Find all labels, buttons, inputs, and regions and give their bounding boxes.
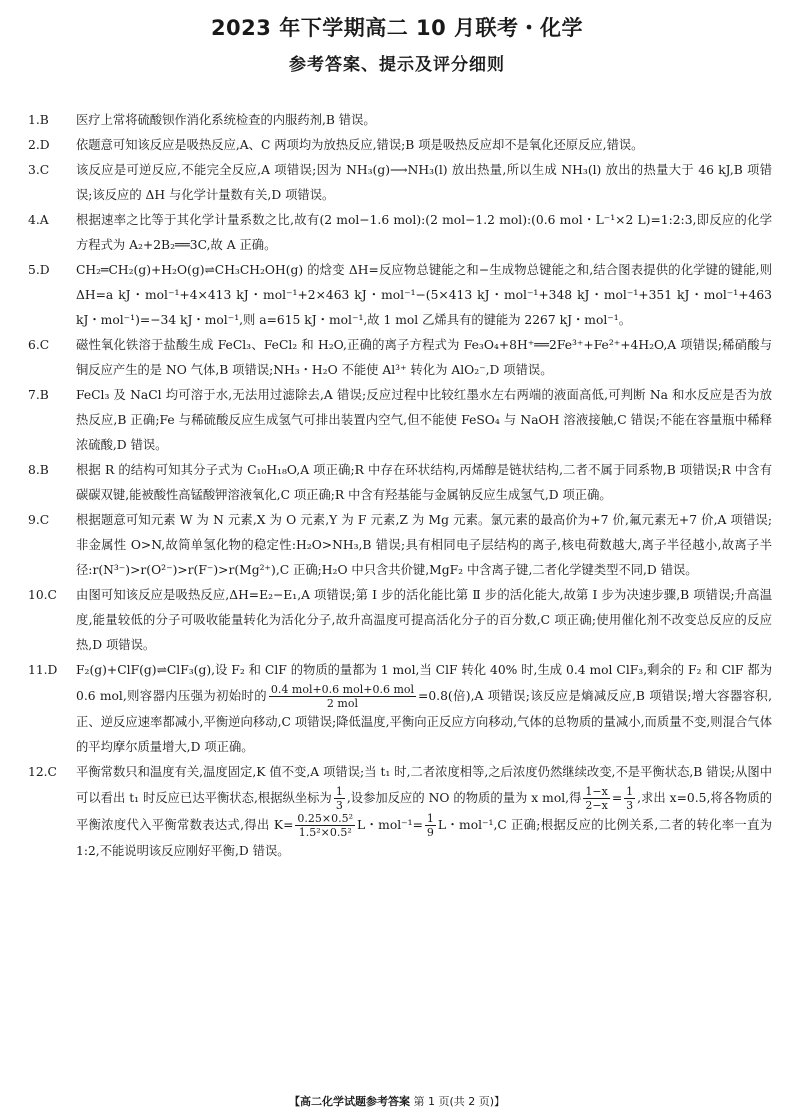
answer-explanation — [76, 760, 772, 864]
answer-explanation: 根据速率之比等于其化学计量系数之比,故有(2 mol−1.6 mol):(2 mol−1.2 mol):(0.6 mol・L⁻¹×2 L)=1:2:3,即反应的化学方程式为 A₂+2B₂══3C,故 A 正确。 — [76, 213, 772, 252]
answer-number: 8.B — [28, 463, 49, 477]
fraction-denominator: 3 — [335, 799, 343, 812]
explanation-part: =0.8(倍),A 项错误;该反应是熵减反应,B 项错误;增大容器容积,正、逆反应速率都减小,平衡逆向移动,C 项错误;降低温度,平衡向正反应方向移动,气体的总物质的量减小,而质量不变,则混合气体的平均摩尔质量增大,D 项正确。 — [76, 689, 772, 754]
answer-explanation: 根据题意可知元素 W 为 N 元素,X 为 O 元素,Y 为 F 元素,Z 为 Mg 元素。氯元素的最高价为+7 价,氟元素无+7 价,A 项错误;非金属性 O>N,故简单氢化物的稳定性:H₂O>NH₃,B 错误;具有相同电子层结构的离子,核电荷数越大,离子半径越小,故离子半径:r(N³⁻)>r(O²⁻)>r(F⁻)>r(Mg²⁺),C 正确;H₂O 中只含共价键,MgF₂ 中含离子键,二者化学键类型不同,D 错误。 — [76, 513, 772, 577]
answer-explanation: FeCl₃ 及 NaCl 均可溶于水,无法用过滤除去,A 错误;反应过程中比较红墨水左右两端的液面高低,可判断 Na 和水反应是否为放热反应,B 正确;Fe 与稀硫酸反应生成氢气可排出装置内空气,但不能使 FeSO₄ 与 NaOH 溶液接触,C 错误;不能在容量瓶中稀释浓硫酸,D 错误。 — [76, 388, 772, 452]
equilibrium-constant-fraction — [295, 812, 355, 839]
answer-number: 12.C — [28, 765, 57, 779]
answer-item-5 — [28, 258, 772, 333]
explanation-part: ,设参加反应的 NO 的物质的量为 x mol,得 — [346, 791, 582, 805]
answer-number: 3.C — [28, 163, 50, 177]
answer-item-10 — [28, 583, 772, 658]
fraction-denominator: 1.5²×0.5² — [298, 826, 352, 839]
fraction — [334, 785, 345, 812]
answer-item-7 — [28, 383, 772, 458]
fraction-numerator: 1 — [335, 785, 343, 798]
answer-item-6 — [28, 333, 772, 383]
answer-number: 10.C — [28, 588, 57, 602]
answer-number: 9.C — [28, 513, 50, 527]
fraction-numerator: 1 — [426, 812, 434, 825]
fraction — [425, 812, 436, 839]
answer-number: 6.C — [28, 338, 50, 352]
footer-label: 【高二化学试题参考答案 — [288, 1095, 410, 1108]
page-number: 第 1 页(共 2 页)】 — [413, 1095, 506, 1108]
explanation-part: F₂(g)+ClF(g)⇌ClF₃(g),设 F₂ 和 ClF 的物质的量都为 1 mol,当 ClF 转化 40% 时,生成 0.4 mol ClF₃,剩余的 F₂ 和 ClF 都为 0.6 mol,则容器内压强为初始时的 — [76, 663, 772, 703]
answer-explanation: 依题意可知该反应是吸热反应,A、C 两项均为放热反应,错误;B 项是吸热反应却不是氧化还原反应,错误。 — [76, 138, 644, 152]
answer-explanation: 磁性氧化铁溶于盐酸生成 FeCl₃、FeCl₂ 和 H₂O,正确的离子方程式为 Fe₃O₄+8H⁺══2Fe³⁺+Fe²⁺+4H₂O,A 项错误;稀硝酸与铜反应产生的是 NO 气体,B 项错误;NH₃・H₂O 不能使 Al³⁺ 转化为 AlO₂⁻,D 项错误。 — [76, 338, 772, 377]
explanation-part: = — [611, 791, 623, 805]
answer-number: 7.B — [28, 388, 49, 402]
answer-number: 2.D — [28, 138, 50, 152]
answer-number: 11.D — [28, 663, 58, 677]
answer-number: 5.D — [28, 263, 50, 277]
fraction-numerator: 0.4 mol+0.6 mol+0.6 mol — [270, 683, 415, 696]
answer-explanation — [76, 658, 772, 760]
explanation-part: ,求出 x=0.5,将各物质的平衡浓度代入平衡常数表达式,得出 K= — [76, 791, 772, 832]
pressure-ratio-fraction — [269, 683, 416, 710]
answer-explanation: CH₂═CH₂(g)+H₂O(g)⇌CH₃CH₂OH(g) 的焓变 ΔH=反应物总键能之和−生成物总键能之和,结合图表提供的化学键的键能,则 ΔH=a kJ・mol⁻¹+4×413 kJ・mol⁻¹+2×463 kJ・mol⁻¹−(5×413 kJ・mol⁻¹+348 kJ・mol⁻¹+351 kJ・mol⁻¹+463 kJ・mol⁻¹)=−34 kJ・mol⁻¹,则 a=615 kJ・mol⁻¹,故 1 mol 乙烯具有的键能为 2267 kJ・mol⁻¹。 — [76, 263, 772, 327]
fraction-denominator: 9 — [426, 826, 434, 839]
answer-explanation: 医疗上常将硫酸钡作消化系统检查的内服药剂,B 错误。 — [76, 113, 376, 127]
fraction-denominator: 2 mol — [326, 697, 358, 710]
answer-number: 4.A — [28, 213, 49, 227]
explanation-part: L・mol⁻¹= — [357, 818, 423, 832]
explanation-part: L・mol⁻¹,C 正确;根据反应的比例关系,二者的转化率一直为 1:2,不能说明该反应刚好平衡,D 错误。 — [76, 818, 772, 858]
page-subtitle: 参考答案、提示及评分细则 — [289, 55, 505, 75]
fraction — [583, 785, 609, 812]
fraction-numerator: 0.25×0.5² — [297, 812, 354, 825]
answer-list — [28, 108, 772, 864]
answer-item-11 — [28, 658, 772, 760]
fraction-denominator: 3 — [626, 799, 634, 812]
answer-item-1 — [28, 108, 772, 133]
fraction-denominator: 2−x — [585, 799, 608, 812]
page-footer — [0, 1093, 794, 1109]
answer-explanation: 根据 R 的结构可知其分子式为 C₁₀H₁₈O,A 项正确;R 中存在环状结构,丙烯醇是链状结构,二者不属于同系物,B 项错误;R 中含有碳碳双键,能被酸性高锰酸钾溶液氧化,C 项正确;R 中含有羟基能与金属钠反应生成氢气,D 项正确。 — [76, 463, 772, 502]
answer-item-3 — [28, 158, 772, 208]
fraction — [624, 785, 635, 812]
answer-item-12 — [28, 760, 772, 864]
answer-item-8 — [28, 458, 772, 508]
answer-item-9 — [28, 508, 772, 583]
answer-number: 1.B — [28, 113, 49, 127]
answer-item-4 — [28, 208, 772, 258]
page-title: 2023 年下学期高二 10 月联考・化学 — [210, 16, 584, 40]
fraction-numerator: 1 — [626, 785, 634, 798]
explanation-part: 平衡常数只和温度有关,温度固定,K 值不变,A 项错误;当 t₁ 时,二者浓度相等,之后浓度仍然继续改变,不是平衡状态,B 错误;从图中可以看出 t₁ 时反应已达平衡状态,根据纵坐标为 — [76, 765, 772, 805]
answer-item-2 — [28, 133, 772, 158]
answer-explanation: 该反应是可逆反应,不能完全反应,A 项错误;因为 NH₃(g)⟶NH₃(l) 放出热量,所以生成 NH₃(l) 放出的热量大于 46 kJ,B 项错误;该反应的 ΔH 与化学计量数有关,D 项错误。 — [76, 163, 772, 202]
fraction-numerator: 1−x — [585, 785, 608, 798]
answer-explanation: 由图可知该反应是吸热反应,ΔH=E₂−E₁,A 项错误;第 Ⅰ 步的活化能比第 Ⅱ 步的活化能大,故第 Ⅰ 步为决速步骤,B 项错误;升高温度,能量较低的分子可吸收能量转化为活化分子,故升高温度可提高活化分子的百分数,C 项正确;使用催化剂不改变总反应的反应热,D 项错误。 — [76, 588, 772, 652]
